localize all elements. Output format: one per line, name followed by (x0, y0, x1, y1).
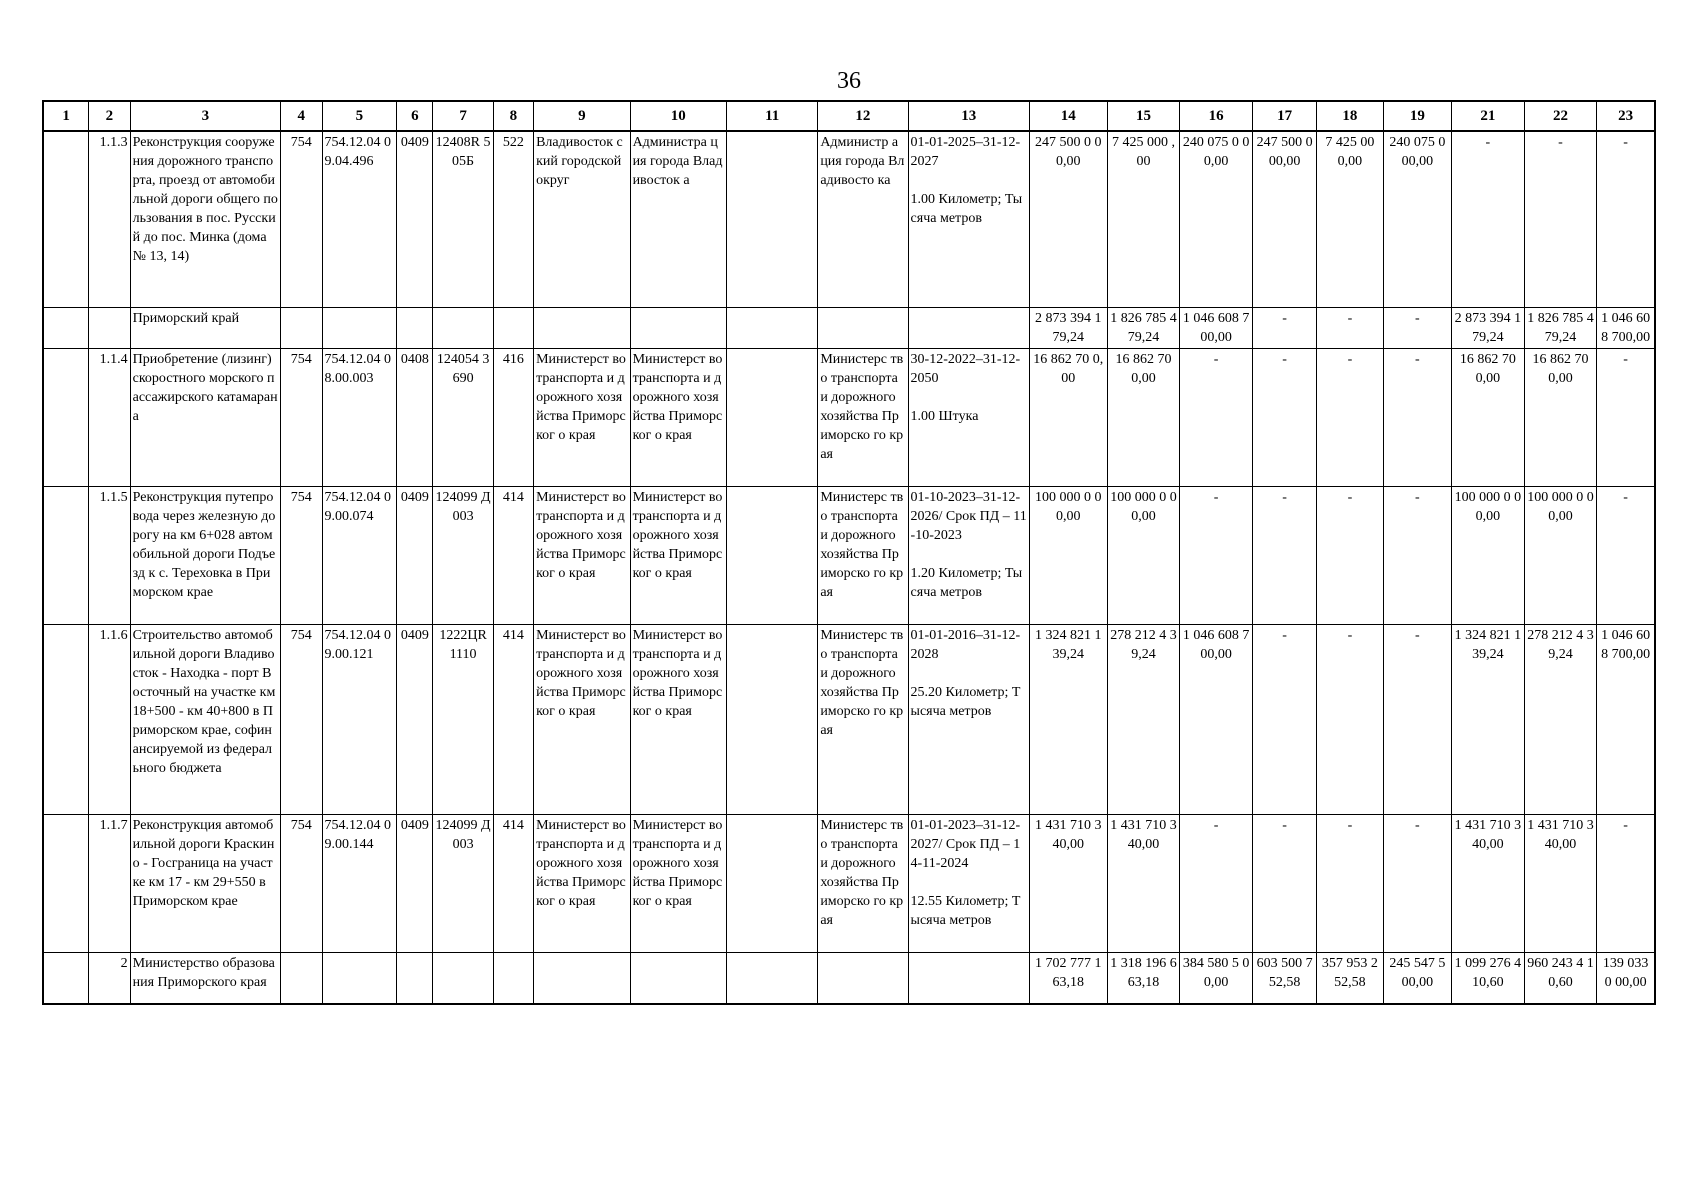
table-cell-col-13: 01-01-2025–31-12-2027 1.00 Километр; Тысяча метров (908, 131, 1029, 307)
table-cell-col-1 (43, 952, 89, 1004)
table-cell-col-17: - (1252, 624, 1316, 814)
table-cell-col-23: 1 046 608 700,00 (1597, 307, 1655, 348)
table-cell-col-22: 16 862 70 0,00 (1524, 348, 1597, 486)
table-cell-col-19: - (1383, 307, 1451, 348)
table-cell-col-11 (727, 486, 818, 624)
table-cell-col-13: 30-12-2022–31-12-2050 1.00 Штука (908, 348, 1029, 486)
table-cell-col-9: Министерст во транспорта и дорожного хозяйства Приморског о края (534, 624, 630, 814)
table-cell-col-22: 278 212 4 39,24 (1524, 624, 1597, 814)
table-cell-col-1 (43, 131, 89, 307)
table-cell-col-18: 357 953 252,58 (1317, 952, 1383, 1004)
table-cell-col-21: 100 000 0 00,00 (1452, 486, 1525, 624)
table-cell-col-3: Приморский край (130, 307, 280, 348)
table-cell-col-1 (43, 624, 89, 814)
table-cell-col-10: Администра ция города Владивосток а (630, 131, 726, 307)
table-cell-col-18: - (1317, 624, 1383, 814)
table-cell-col-10: Министерст во транспорта и дорожного хозяйства Приморског о края (630, 814, 726, 952)
column-header: 23 (1597, 101, 1655, 131)
table-cell-col-1 (43, 348, 89, 486)
table-cell-col-6: 0409 (397, 486, 433, 624)
table-cell-col-8: 414 (493, 624, 533, 814)
table-cell-col-2 (89, 307, 130, 348)
table-cell-col-19: 240 075 0 00,00 (1383, 131, 1451, 307)
table-cell-col-19: - (1383, 348, 1451, 486)
table-cell-col-12: Администр ация города Владивосто ка (818, 131, 908, 307)
table-cell-col-12: Министерс тво транспорта и дорожного хозяйства Приморско го края (818, 486, 908, 624)
table-cell-col-11 (727, 814, 818, 952)
table-cell-col-12: Министерс тво транспорта и дорожного хозяйства Приморско го края (818, 348, 908, 486)
table-cell-col-4: 754 (281, 131, 322, 307)
table-row (43, 952, 1655, 1004)
table-cell-col-21: 1 431 710 340,00 (1452, 814, 1525, 952)
table-cell-col-14: 100 000 0 00,00 (1029, 486, 1107, 624)
table-cell-col-3: Реконструкция путепровода через железную дорогу на км 6+028 автомобильной дороги Подъезд к с. Тереховка в Приморском крае (130, 486, 280, 624)
table-cell-col-13: 01-10-2023–31-12-2026/ Срок ПД – 11-10-2023 1.20 Километр; Тысяча метров (908, 486, 1029, 624)
table-cell-col-18: - (1317, 348, 1383, 486)
table-cell-col-6: 0409 (397, 624, 433, 814)
table-cell-col-16: 1 046 608 700,00 (1180, 624, 1253, 814)
table-cell-col-19: - (1383, 486, 1451, 624)
table-cell-col-14: 1 431 710 340,00 (1029, 814, 1107, 952)
column-header: 10 (630, 101, 726, 131)
table-body (43, 131, 1655, 1004)
table-cell-col-1 (43, 307, 89, 348)
table-cell-col-19: 245 547 5 00,00 (1383, 952, 1451, 1004)
column-header: 19 (1383, 101, 1451, 131)
table-cell-col-7: 124054 3690 (433, 348, 493, 486)
table-cell-col-3: Приобретение (лизинг) скоростного морского пассажирского катамарана (130, 348, 280, 486)
table-cell-col-9: Владивосток ский городской округ (534, 131, 630, 307)
table-cell-col-2: 1.1.4 (89, 348, 130, 486)
table-cell-col-10: Министерст во транспорта и дорожного хозяйства Приморског о края (630, 348, 726, 486)
table-cell-col-22: 100 000 0 00,00 (1524, 486, 1597, 624)
page-number: 36 (837, 68, 861, 94)
table-cell-col-13: 01-01-2023–31-12-2027/ Срок ПД – 14-11-2024 12.55 Километр; Тысяча метров (908, 814, 1029, 952)
table-cell-col-4: 754 (281, 814, 322, 952)
column-header: 14 (1029, 101, 1107, 131)
column-header: 18 (1317, 101, 1383, 131)
table-cell-col-2: 1.1.3 (89, 131, 130, 307)
table-cell-col-23: - (1597, 486, 1655, 624)
table-cell-col-23: - (1597, 131, 1655, 307)
column-header: 16 (1180, 101, 1253, 131)
table-cell-col-22: - (1524, 131, 1597, 307)
table-cell-col-8: 416 (493, 348, 533, 486)
table-cell-col-11 (727, 624, 818, 814)
table-cell-col-21: 1 099 276 410,60 (1452, 952, 1525, 1004)
table-cell-col-4: 754 (281, 486, 322, 624)
column-header: 13 (908, 101, 1029, 131)
table-cell-col-23: 139 033 0 00,00 (1597, 952, 1655, 1004)
table-cell-col-8: 414 (493, 486, 533, 624)
table-cell-col-5: 754.12.04 09.00.144 (322, 814, 397, 952)
table-cell-col-23: 1 046 608 700,00 (1597, 624, 1655, 814)
column-header: 5 (322, 101, 397, 131)
table-cell-col-23: - (1597, 348, 1655, 486)
table-cell-col-2: 1.1.6 (89, 624, 130, 814)
table-cell-col-16: 240 075 0 00,00 (1180, 131, 1253, 307)
column-header: 21 (1452, 101, 1525, 131)
table-cell-col-9: Министерст во транспорта и дорожного хозяйства Приморског о края (534, 348, 630, 486)
table-row (43, 348, 1655, 486)
table-cell-col-23: - (1597, 814, 1655, 952)
table-cell-col-14: 16 862 70 0,00 (1029, 348, 1107, 486)
table-cell-col-15: 1 318 196 663,18 (1107, 952, 1180, 1004)
table-cell-col-18: - (1317, 307, 1383, 348)
column-header: 2 (89, 101, 130, 131)
table-cell-col-12: Министерс тво транспорта и дорожного хозяйства Приморско го края (818, 624, 908, 814)
table-cell-col-13 (908, 307, 1029, 348)
table-row (43, 814, 1655, 952)
table-cell-col-7: 124099 Д003 (433, 486, 493, 624)
table-cell-col-14: 1 324 821 139,24 (1029, 624, 1107, 814)
table-cell-col-17: - (1252, 348, 1316, 486)
table-cell-col-22: 960 243 4 10,60 (1524, 952, 1597, 1004)
table-cell-col-15: 7 425 000 ,00 (1107, 131, 1180, 307)
column-header: 1 (43, 101, 89, 131)
table-cell-col-15: 278 212 4 39,24 (1107, 624, 1180, 814)
table-cell-col-7 (433, 307, 493, 348)
table-cell-col-21: 1 324 821 139,24 (1452, 624, 1525, 814)
table-cell-col-12: Министерс тво транспорта и дорожного хозяйства Приморско го края (818, 814, 908, 952)
table-cell-col-16: 384 580 5 00,00 (1180, 952, 1253, 1004)
table-cell-col-19: - (1383, 624, 1451, 814)
table-cell-col-5: 754.12.04 08.00.003 (322, 348, 397, 486)
column-header: 3 (130, 101, 280, 131)
column-header: 6 (397, 101, 433, 131)
table-cell-col-18: 7 425 00 0,00 (1317, 131, 1383, 307)
column-header: 11 (727, 101, 818, 131)
table-cell-col-3: Реконструкция автомобильной дороги Краскино - Госграница на участке км 17 - км 29+550 в Приморском крае (130, 814, 280, 952)
column-header: 7 (433, 101, 493, 131)
table-cell-col-21: 16 862 70 0,00 (1452, 348, 1525, 486)
table-cell-col-9 (534, 307, 630, 348)
header-row (43, 101, 1655, 131)
table-cell-col-11 (727, 131, 818, 307)
table-cell-col-9: Министерст во транспорта и дорожного хозяйства Приморског о края (534, 814, 630, 952)
column-header: 9 (534, 101, 630, 131)
table-cell-col-10: Министерст во транспорта и дорожного хозяйства Приморског о края (630, 486, 726, 624)
table-cell-col-16: - (1180, 348, 1253, 486)
table-cell-col-6: 0409 (397, 131, 433, 307)
table-cell-col-3: Реконструкция сооружения дорожного транспорта, проезд от автомобильной дороги общего пользования в пос. Русский до пос. Минка (дома № 13, 14) (130, 131, 280, 307)
table-cell-col-12 (818, 952, 908, 1004)
table-cell-col-5: 754.12.04 09.00.074 (322, 486, 397, 624)
column-header: 12 (818, 101, 908, 131)
table-cell-col-6: 0408 (397, 348, 433, 486)
table-cell-col-3: Министерство образования Приморского края (130, 952, 280, 1004)
column-header: 22 (1524, 101, 1597, 131)
table-row (43, 307, 1655, 348)
table-cell-col-8 (493, 952, 533, 1004)
table-cell-col-2: 1.1.7 (89, 814, 130, 952)
table-cell-col-5 (322, 952, 397, 1004)
table-cell-col-2: 2 (89, 952, 130, 1004)
table-cell-col-18: - (1317, 814, 1383, 952)
table-cell-col-15: 16 862 70 0,00 (1107, 348, 1180, 486)
table-cell-col-22: 1 826 785 479,24 (1524, 307, 1597, 348)
table-cell-col-11 (727, 307, 818, 348)
table-cell-col-7: 124099 Д003 (433, 814, 493, 952)
table-cell-col-6 (397, 307, 433, 348)
table-cell-col-19: - (1383, 814, 1451, 952)
table-cell-col-13 (908, 952, 1029, 1004)
table-cell-col-6: 0409 (397, 814, 433, 952)
table-cell-col-11 (727, 952, 818, 1004)
table-cell-col-17: - (1252, 486, 1316, 624)
table-cell-col-7 (433, 952, 493, 1004)
table-cell-col-5 (322, 307, 397, 348)
table-cell-col-21: - (1452, 131, 1525, 307)
table-cell-col-5: 754.12.04 09.00.121 (322, 624, 397, 814)
budget-table (42, 100, 1656, 1005)
table-cell-col-11 (727, 348, 818, 486)
table-cell-col-1 (43, 814, 89, 952)
table-cell-col-10: Министерст во транспорта и дорожного хозяйства Приморског о края (630, 624, 726, 814)
column-header: 15 (1107, 101, 1180, 131)
table-cell-col-4 (281, 952, 322, 1004)
table-cell-col-4 (281, 307, 322, 348)
table-row (43, 131, 1655, 307)
column-header: 8 (493, 101, 533, 131)
table-cell-col-9: Министерст во транспорта и дорожного хозяйства Приморског о края (534, 486, 630, 624)
table-cell-col-21: 2 873 394 179,24 (1452, 307, 1525, 348)
table-cell-col-4: 754 (281, 624, 322, 814)
table-cell-col-5: 754.12.04 09.04.496 (322, 131, 397, 307)
table-row (43, 486, 1655, 624)
table-cell-col-10 (630, 952, 726, 1004)
table-cell-col-7: 12408R 505Б (433, 131, 493, 307)
table-cell-col-4: 754 (281, 348, 322, 486)
table-cell-col-7: 1222ЦR 1110 (433, 624, 493, 814)
table-cell-col-16: - (1180, 814, 1253, 952)
table-cell-col-14: 2 873 394 179,24 (1029, 307, 1107, 348)
table-cell-col-8 (493, 307, 533, 348)
table-cell-col-15: 1 431 710 340,00 (1107, 814, 1180, 952)
table-cell-col-17: 603 500 752,58 (1252, 952, 1316, 1004)
table-row (43, 624, 1655, 814)
table-cell-col-13: 01-01-2016–31-12-2028 25.20 Километр; Тысяча метров (908, 624, 1029, 814)
table-cell-col-12 (818, 307, 908, 348)
table-cell-col-8: 522 (493, 131, 533, 307)
column-header: 4 (281, 101, 322, 131)
table-cell-col-6 (397, 952, 433, 1004)
table-cell-col-10 (630, 307, 726, 348)
table-cell-col-17: - (1252, 307, 1316, 348)
table-cell-col-15: 100 000 0 00,00 (1107, 486, 1180, 624)
table-cell-col-9 (534, 952, 630, 1004)
table-cell-col-14: 247 500 0 00,00 (1029, 131, 1107, 307)
table-cell-col-17: 247 500 000,00 (1252, 131, 1316, 307)
table-cell-col-8: 414 (493, 814, 533, 952)
table-cell-col-1 (43, 486, 89, 624)
table-cell-col-22: 1 431 710 340,00 (1524, 814, 1597, 952)
table-cell-col-16: 1 046 608 700,00 (1180, 307, 1253, 348)
column-header: 17 (1252, 101, 1316, 131)
table-cell-col-16: - (1180, 486, 1253, 624)
table-cell-col-18: - (1317, 486, 1383, 624)
table-cell-col-14: 1 702 777 163,18 (1029, 952, 1107, 1004)
table-cell-col-2: 1.1.5 (89, 486, 130, 624)
table-cell-col-15: 1 826 785 479,24 (1107, 307, 1180, 348)
table-cell-col-17: - (1252, 814, 1316, 952)
table-cell-col-3: Строительство автомобильной дороги Владивосток - Находка - порт Восточный на участке км 18+500 - км 40+800 в Приморском крае, софинансируемой из федерального бюджета (130, 624, 280, 814)
